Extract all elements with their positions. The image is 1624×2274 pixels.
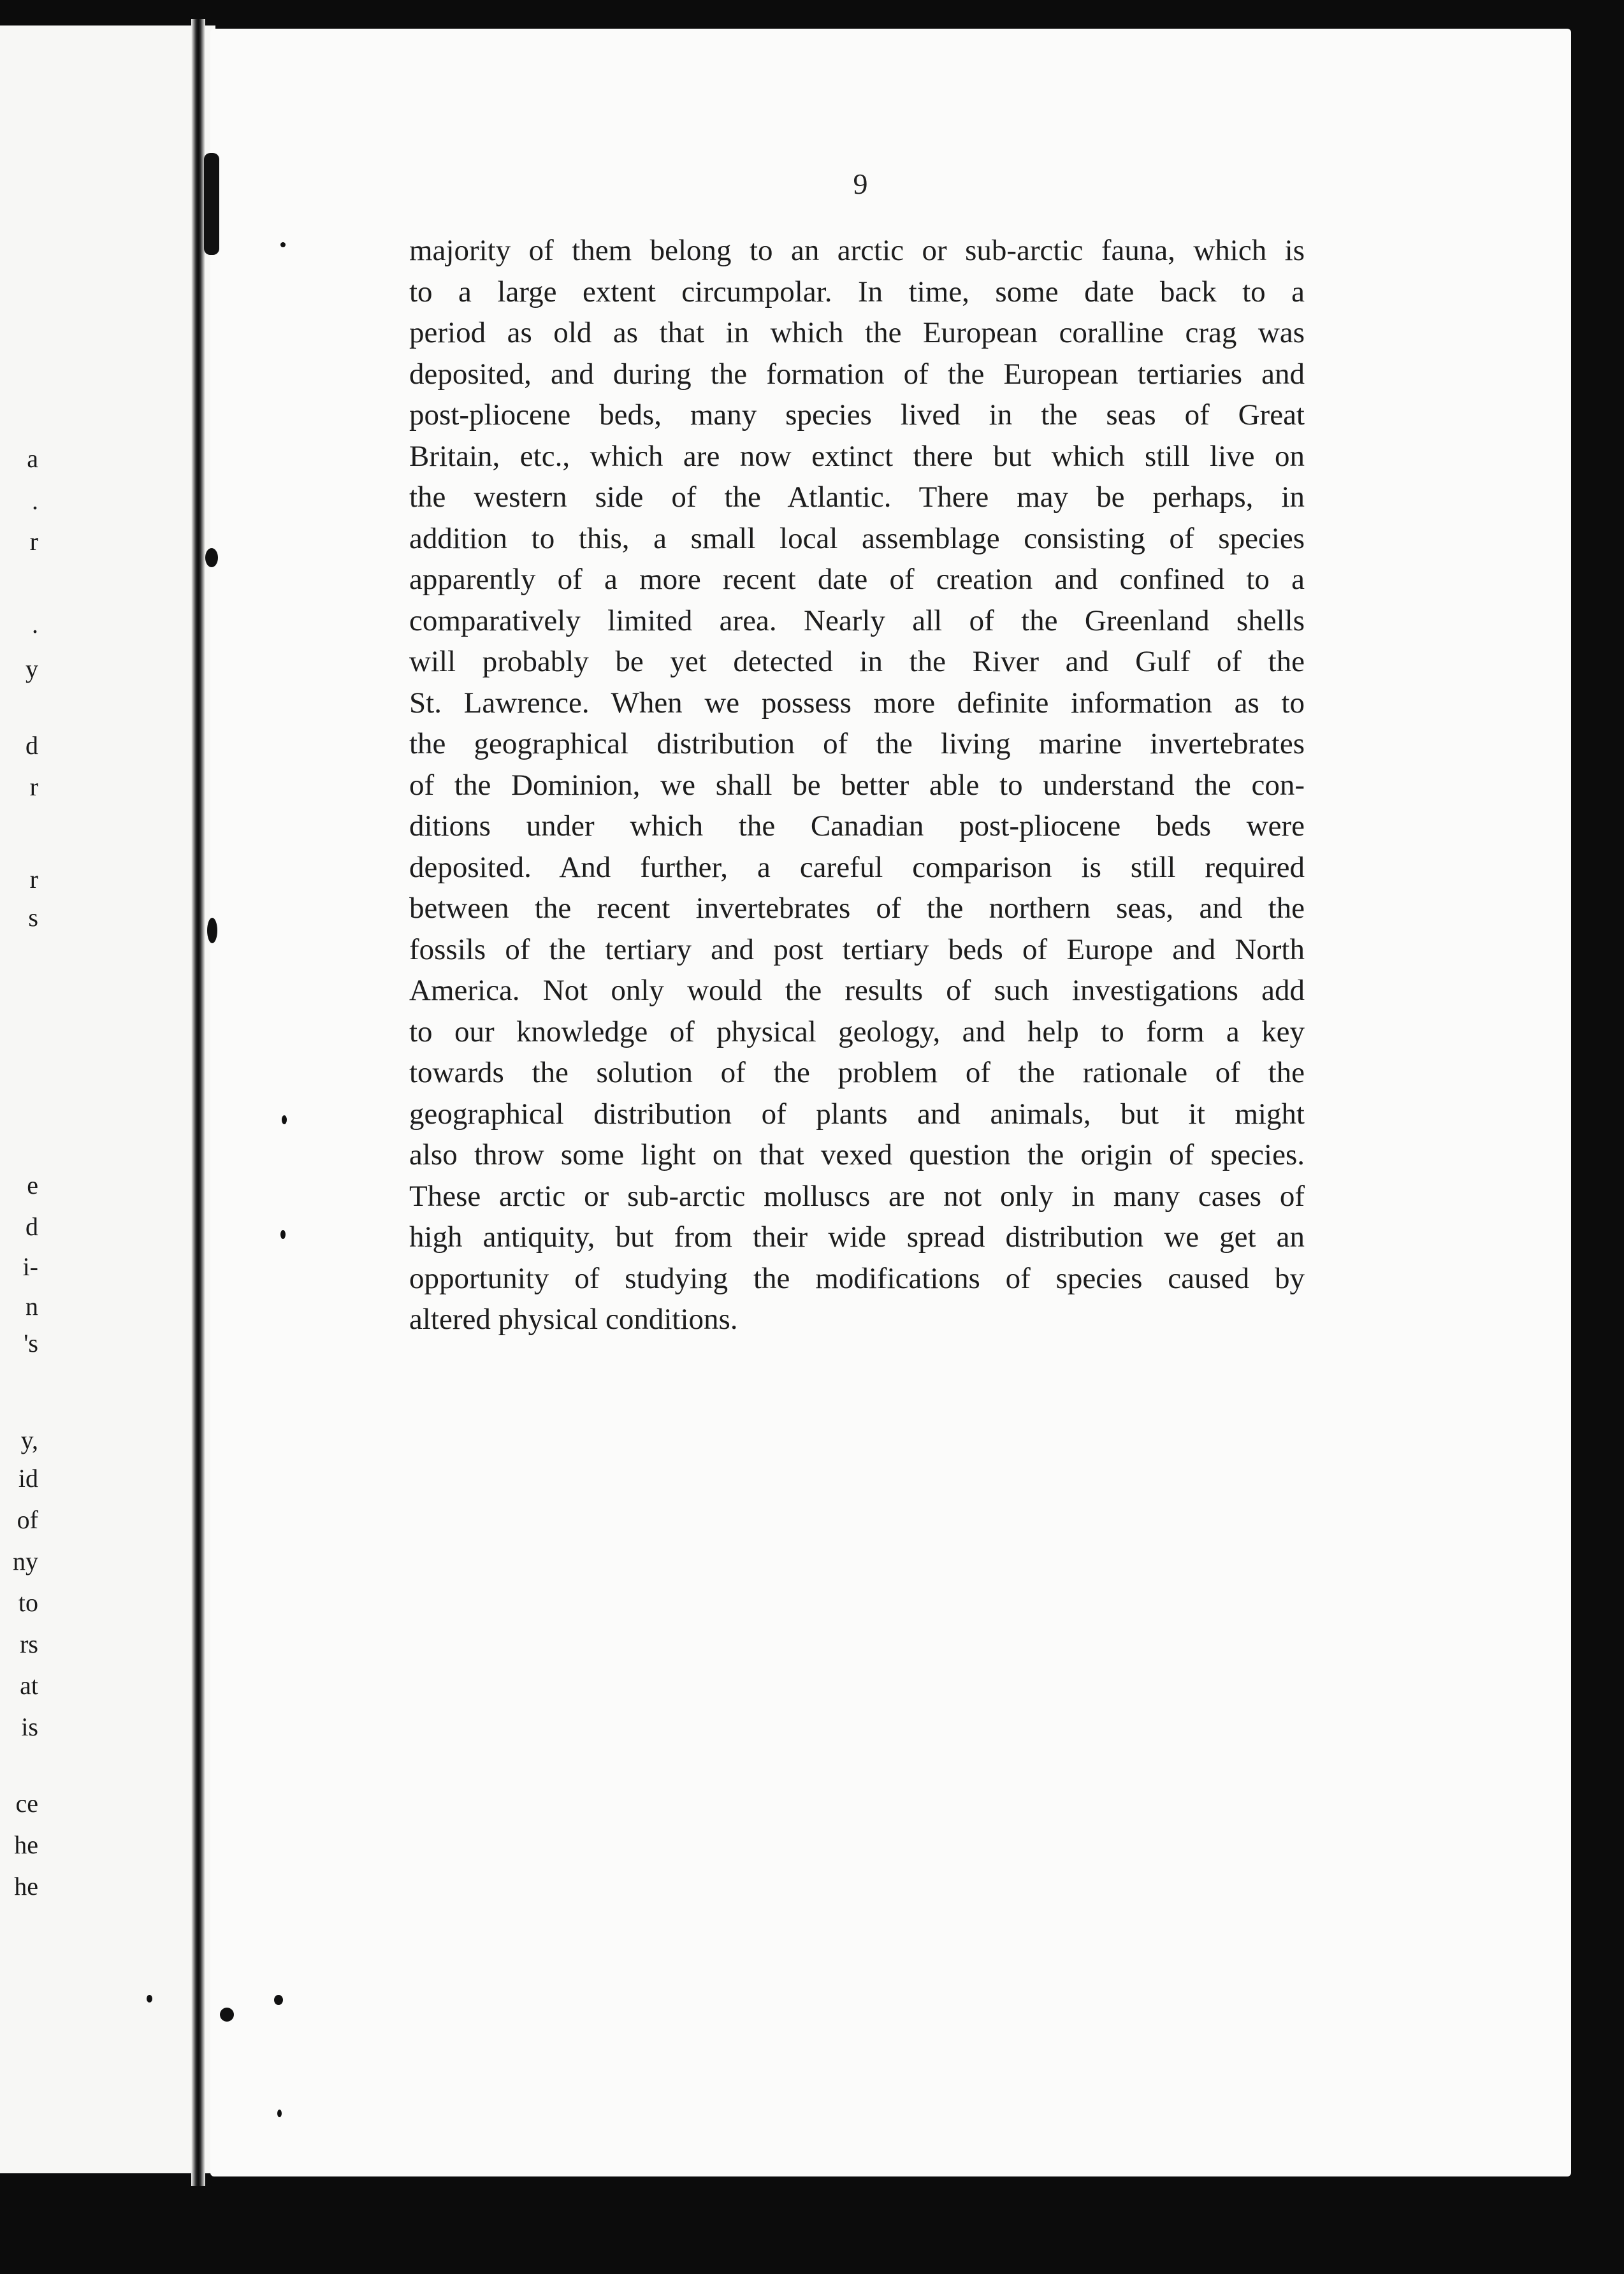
text-line: deposited. And further, a careful comparison is still required xyxy=(409,850,1305,884)
ink-speck xyxy=(282,1115,287,1124)
text-line: majority of them belong to an arctic or sub-arctic fauna, which is xyxy=(409,234,1305,267)
text-line: to a large extent circumpolar. In time, some date back to a xyxy=(409,275,1305,308)
text-line: St. Lawrence. When we possess more definite information as to xyxy=(409,686,1305,720)
ink-speck xyxy=(147,1995,152,2002)
left-page-fragment: e xyxy=(27,1171,38,1199)
text-line: post-pliocene beds, many species lived in the seas of Great xyxy=(409,398,1305,431)
text-line: These arctic or sub-arctic molluscs are not only in many cases of xyxy=(409,1179,1305,1213)
ink-speck xyxy=(274,1995,283,2005)
ink-speck xyxy=(204,153,219,255)
page-number: 9 xyxy=(853,168,868,200)
left-page-fragment: a xyxy=(27,444,38,473)
text-line: also throw some light on that vexed question the origin of species. xyxy=(409,1138,1305,1171)
body-paragraph xyxy=(409,230,1305,1340)
left-page-fragment: y xyxy=(25,655,38,683)
left-page-fragment: y, xyxy=(20,1426,38,1454)
left-page-fragment: . xyxy=(32,610,38,639)
left-page-fragment: ny xyxy=(13,1547,38,1575)
ink-speck xyxy=(207,918,217,943)
left-page-fragment: to xyxy=(18,1588,38,1617)
text-line: altered physical conditions. xyxy=(409,1303,738,1336)
text-line: addition to this, a small local assemblage consisting of species xyxy=(409,521,1305,555)
left-page-fragment: d xyxy=(25,1212,38,1241)
ink-speck xyxy=(220,2008,234,2022)
text-line: to our knowledge of physical geology, and help to form a key xyxy=(409,1015,1305,1048)
ink-speck xyxy=(280,242,286,247)
text-line: will probably be yet detected in the River and Gulf of the xyxy=(409,645,1305,678)
left-page-fragment: . xyxy=(32,486,38,515)
left-page-fragment: id xyxy=(18,1464,38,1493)
text-line: ditions under which the Canadian post-pliocene beds were xyxy=(409,809,1305,843)
left-page-fragment: n xyxy=(25,1292,38,1321)
book-gutter xyxy=(191,19,205,2186)
text-line: towards the solution of the problem of the rationale of the xyxy=(409,1056,1305,1089)
ink-speck xyxy=(205,548,218,567)
left-page-fragment: of xyxy=(17,1505,38,1534)
ink-speck xyxy=(280,1230,286,1239)
left-page-fragment: he xyxy=(14,1872,38,1901)
left-page-fragment: he xyxy=(14,1830,38,1859)
text-line: opportunity of studying the modifications of species caused by xyxy=(409,1261,1305,1295)
ink-speck xyxy=(277,2110,282,2117)
left-page-fragment: rs xyxy=(20,1630,38,1658)
text-line: America. Not only would the results of such investigations add xyxy=(409,974,1305,1007)
text-line: high antiquity, but from their wide spread distribution we get an xyxy=(409,1220,1305,1254)
text-line: deposited, and during the formation of the European tertiaries and xyxy=(409,357,1305,391)
text-line: period as old as that in which the European coralline crag was xyxy=(409,316,1305,349)
left-page-fragment: r xyxy=(29,772,38,801)
text-line: the geographical distribution of the living marine invertebrates xyxy=(409,727,1305,760)
left-page-fragment: r xyxy=(29,865,38,894)
text-line: between the recent invertebrates of the northern seas, and the xyxy=(409,892,1305,925)
left-page-fragment: s xyxy=(28,903,38,932)
left-page-fragment: r xyxy=(29,527,38,556)
left-page-fragment: ce xyxy=(15,1789,38,1818)
left-page-fragment: is xyxy=(21,1713,38,1741)
left-page-fragment: at xyxy=(20,1671,38,1700)
left-page-fragment: d xyxy=(25,731,38,760)
left-page xyxy=(0,25,215,2173)
text-line: geographical distribution of plants and animals, but it might xyxy=(409,1097,1305,1131)
text-line: comparatively limited area. Nearly all of the Greenland shells xyxy=(409,604,1305,637)
text-line: the western side of the Atlantic. There may be perhaps, in xyxy=(409,481,1305,514)
left-page-text-fragments xyxy=(0,25,38,2173)
text-line: Britain, etc., which are now extinct there but which still live on xyxy=(409,439,1305,473)
left-page-fragment: i- xyxy=(22,1252,38,1281)
text-line: of the Dominion, we shall be better able to understand the con- xyxy=(409,768,1305,802)
text-line: fossils of the tertiary and post tertiary beds of Europe and North xyxy=(409,932,1305,966)
text-line: apparently of a more recent date of creation and confined to a xyxy=(409,563,1305,596)
left-page-fragment: 's xyxy=(24,1329,38,1358)
